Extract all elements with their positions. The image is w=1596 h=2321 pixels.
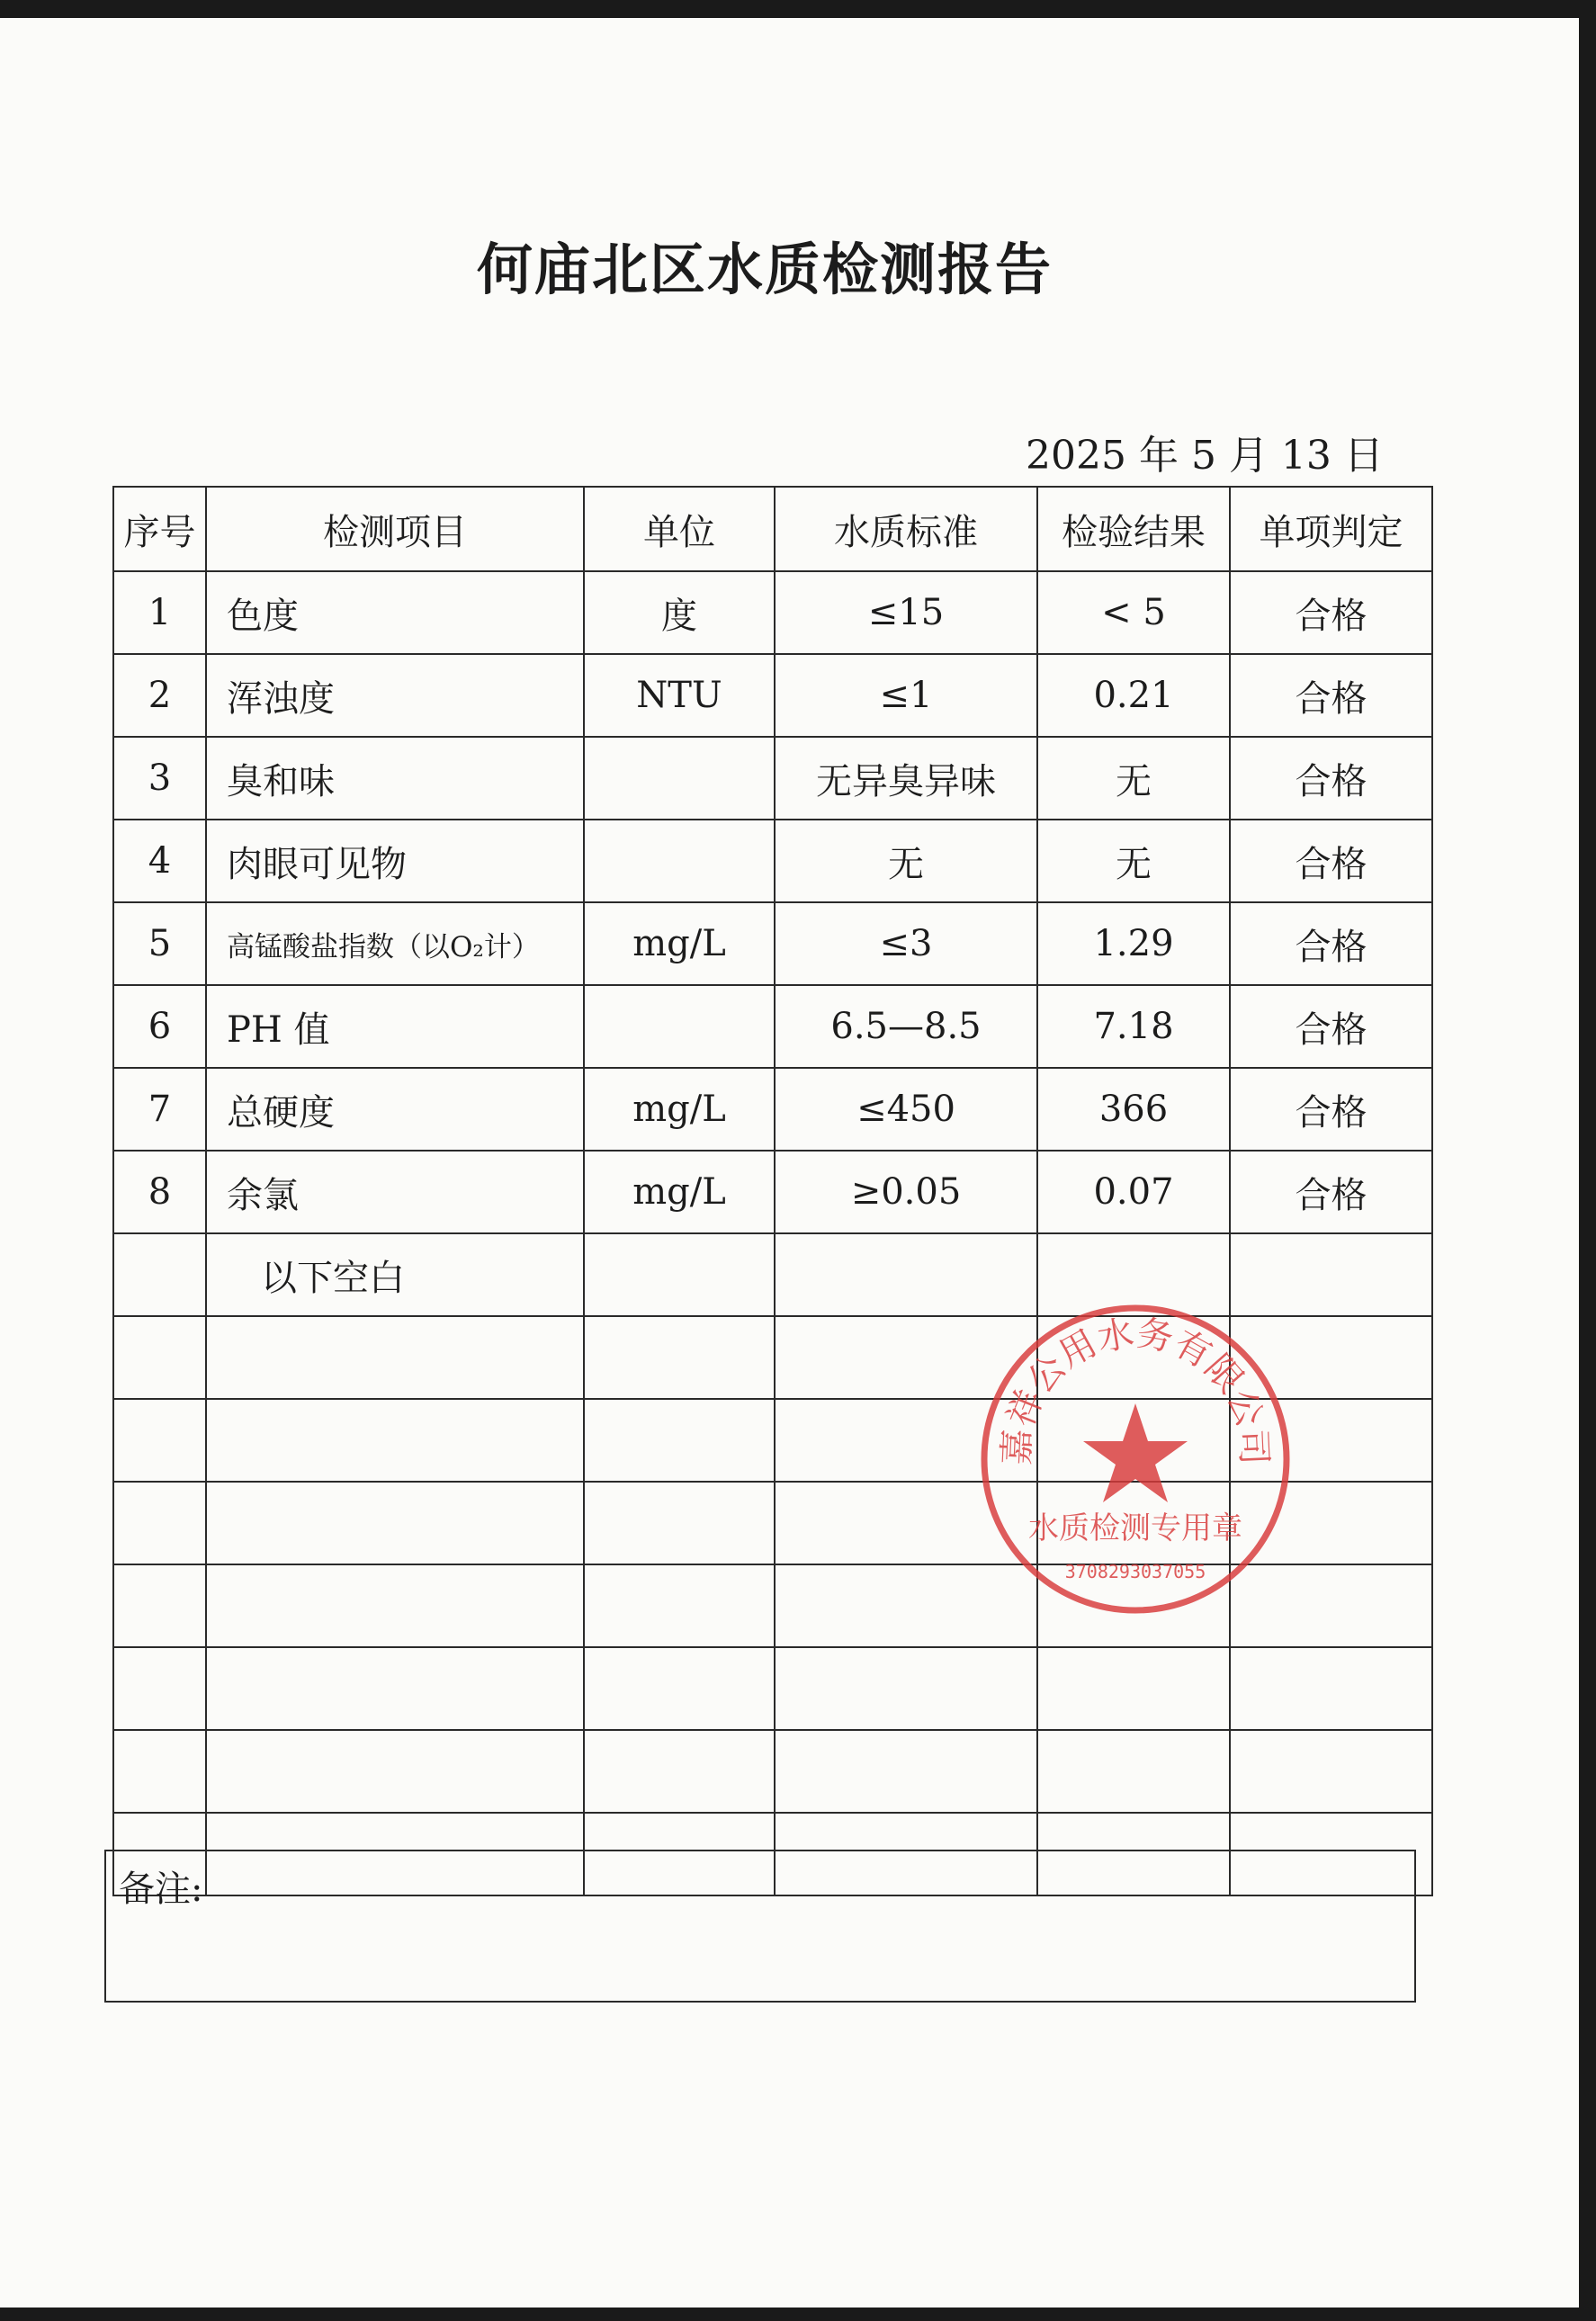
row-no: 3 [113, 737, 206, 820]
header-standard: 水质标准 [775, 487, 1037, 571]
empty-cell [584, 1730, 775, 1813]
header-result: 检验结果 [1037, 487, 1230, 571]
empty-cell [584, 1233, 775, 1316]
empty-cell [113, 1316, 206, 1399]
row-no: 7 [113, 1068, 206, 1151]
row-item: PH 值 [206, 985, 584, 1068]
row-judgement: 合格 [1230, 902, 1432, 985]
row-judgement: 合格 [1230, 820, 1432, 902]
header-no: 序号 [113, 487, 206, 571]
row-standard: ≥0.05 [775, 1151, 1037, 1233]
row-judgement: 合格 [1230, 1151, 1432, 1233]
remarks-label: 备注: [119, 1868, 203, 1910]
row-standard: 无 [775, 820, 1037, 902]
official-seal-stamp [973, 1297, 1297, 1621]
row-result: < 5 [1037, 571, 1230, 654]
table-row [113, 1068, 1432, 1151]
row-result: 366 [1037, 1068, 1230, 1151]
empty-cell [206, 1564, 584, 1647]
empty-cell [1037, 1730, 1230, 1813]
table-row [113, 1151, 1432, 1233]
table-row [113, 654, 1432, 737]
row-no: 4 [113, 820, 206, 902]
row-result: 7.18 [1037, 985, 1230, 1068]
row-unit: mg/L [584, 1068, 775, 1151]
row-unit [584, 985, 775, 1068]
empty-cell [113, 1233, 206, 1316]
empty-cell [206, 1647, 584, 1730]
row-item: 高锰酸盐指数（以O₂计） [206, 902, 584, 985]
empty-cell [584, 1647, 775, 1730]
empty-cell [206, 1482, 584, 1564]
row-result: 0.07 [1037, 1151, 1230, 1233]
empty-cell [113, 1647, 206, 1730]
row-result: 无 [1037, 820, 1230, 902]
row-unit [584, 737, 775, 820]
table-row [113, 902, 1432, 985]
empty-cell [584, 1482, 775, 1564]
row-result: 无 [1037, 737, 1230, 820]
empty-cell [206, 1730, 584, 1813]
empty-cell [206, 1316, 584, 1399]
row-item: 臭和味 [206, 737, 584, 820]
report-title: 何庙北区水质检测报告 [476, 237, 1053, 302]
row-unit: NTU [584, 654, 775, 737]
empty-cell [584, 1316, 775, 1399]
empty-cell [584, 1399, 775, 1482]
empty-cell [113, 1564, 206, 1647]
table-header-row [113, 487, 1432, 571]
seal-company-text: 嘉祥公用水务有限公司 [996, 1313, 1275, 1466]
table-row [113, 985, 1432, 1068]
row-judgement: 合格 [1230, 985, 1432, 1068]
star-icon [1083, 1403, 1188, 1502]
row-result: 0.21 [1037, 654, 1230, 737]
seal-purpose-text: 水质检测专用章 [1028, 1510, 1242, 1546]
row-unit [584, 820, 775, 902]
empty-cell [775, 1647, 1037, 1730]
empty-row [113, 1730, 1432, 1813]
row-item: 余氯 [206, 1151, 584, 1233]
row-no: 8 [113, 1151, 206, 1233]
row-standard: ≤3 [775, 902, 1037, 985]
table-row [113, 571, 1432, 654]
row-judgement: 合格 [1230, 1068, 1432, 1151]
row-item: 总硬度 [206, 1068, 584, 1151]
report-paper [0, 18, 1579, 2308]
row-unit: 度 [584, 571, 775, 654]
empty-cell [113, 1730, 206, 1813]
report-date: 2025 年 5 月 13 日 [1026, 433, 1384, 479]
row-judgement: 合格 [1230, 654, 1432, 737]
row-standard: ≤450 [775, 1068, 1037, 1151]
results-table [112, 486, 1433, 1896]
table-row [113, 820, 1432, 902]
remarks-box [104, 1850, 1416, 2003]
empty-cell [775, 1730, 1037, 1813]
row-item: 色度 [206, 571, 584, 654]
row-standard: ≤15 [775, 571, 1037, 654]
row-result: 1.29 [1037, 902, 1230, 985]
empty-cell [206, 1399, 584, 1482]
row-standard: 6.5—8.5 [775, 985, 1037, 1068]
table-row [113, 737, 1432, 820]
empty-cell [113, 1399, 206, 1482]
header-unit: 单位 [584, 487, 775, 571]
row-item: 浑浊度 [206, 654, 584, 737]
row-unit: mg/L [584, 902, 775, 985]
row-judgement: 合格 [1230, 737, 1432, 820]
row-standard: 无异臭异味 [775, 737, 1037, 820]
seal-code-text: 3708293037055 [1064, 1561, 1206, 1582]
row-item: 肉眼可见物 [206, 820, 584, 902]
row-no: 6 [113, 985, 206, 1068]
row-no: 2 [113, 654, 206, 737]
empty-row [113, 1647, 1432, 1730]
header-item: 检测项目 [206, 487, 584, 571]
row-no: 5 [113, 902, 206, 985]
empty-cell [584, 1564, 775, 1647]
empty-cell [1037, 1647, 1230, 1730]
blank-note: 以下空白 [206, 1233, 584, 1316]
empty-cell [1230, 1647, 1432, 1730]
empty-cell [113, 1482, 206, 1564]
header-judgement: 单项判定 [1230, 487, 1432, 571]
row-unit: mg/L [584, 1151, 775, 1233]
row-no: 1 [113, 571, 206, 654]
row-standard: ≤1 [775, 654, 1037, 737]
row-judgement: 合格 [1230, 571, 1432, 654]
empty-cell [1230, 1730, 1432, 1813]
